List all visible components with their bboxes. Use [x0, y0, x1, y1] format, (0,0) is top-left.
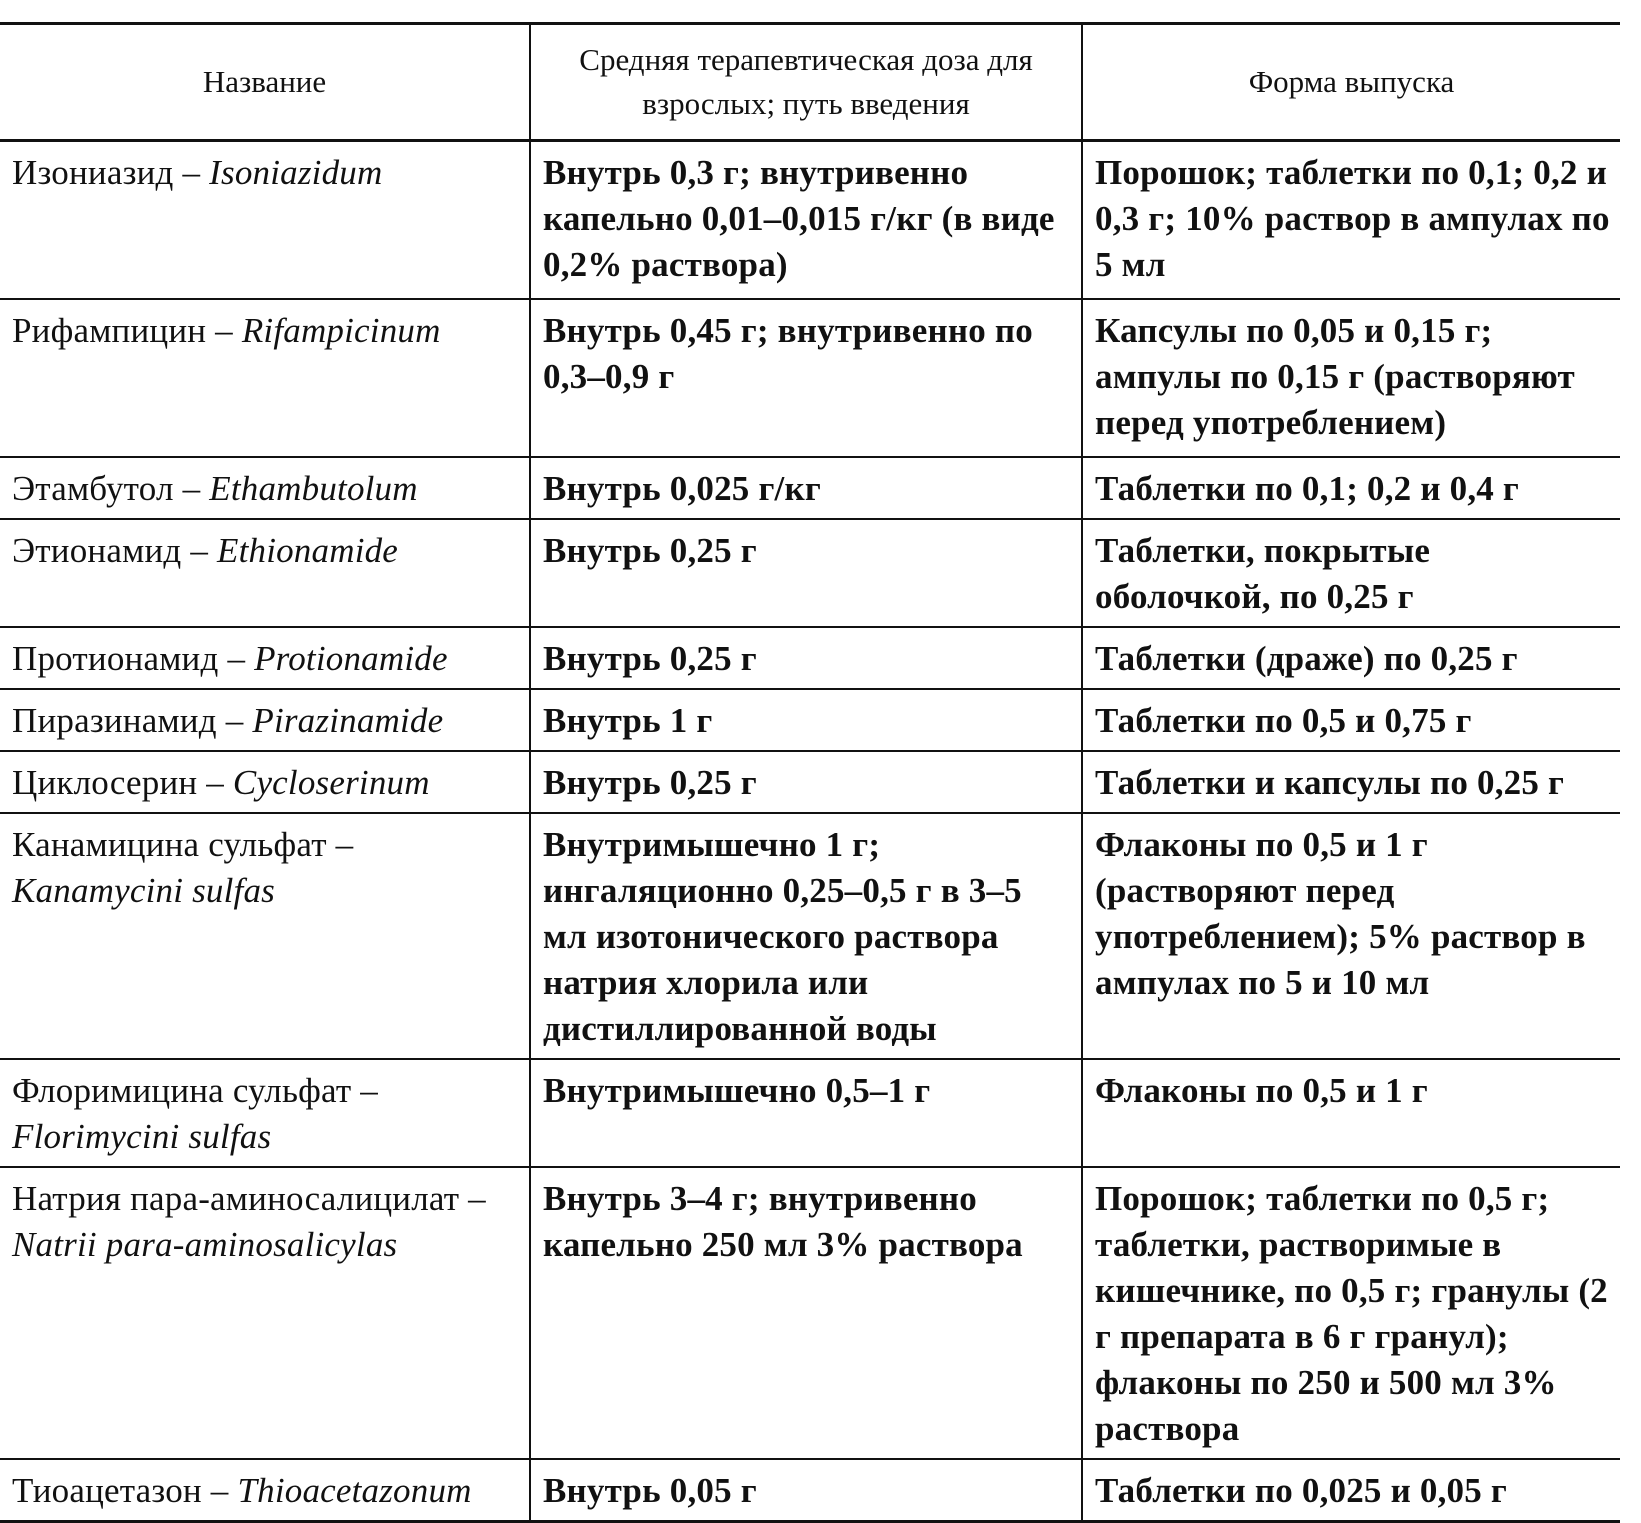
drug-name-latin: Protionamide — [254, 639, 448, 678]
drug-name-ru: Тиоацетазон – — [12, 1471, 238, 1510]
drug-name-cell — [0, 299, 530, 457]
drug-name-latin: Ethambutolum — [209, 469, 418, 508]
drug-table-container — [0, 22, 1620, 1523]
drug-name-ru: Канамицина сульфат – — [12, 825, 354, 864]
dose-cell: Внутримышечно 0,5–1 г — [530, 1059, 1082, 1167]
drug-name-cell — [0, 1059, 530, 1167]
table-row — [0, 457, 1620, 519]
form-cell: Таблетки по 0,025 и 0,05 г — [1082, 1459, 1620, 1522]
drug-name-ru: Этионамид – — [12, 531, 217, 570]
table-header-row — [0, 24, 1620, 141]
drug-name-latin: Isoniazidum — [209, 153, 383, 192]
header-form: Форма выпуска — [1082, 24, 1620, 141]
drug-table — [0, 22, 1620, 1523]
drug-name-latin: Cycloserinum — [232, 763, 430, 802]
table-row — [0, 627, 1620, 689]
drug-name-cell — [0, 141, 530, 300]
dose-cell: Внутрь 0,45 г; внутривенно по 0,3–0,9 г — [530, 299, 1082, 457]
drug-name-cell — [0, 689, 530, 751]
drug-name-latin: Ethionamide — [216, 531, 399, 570]
drug-name-cell — [0, 627, 530, 689]
drug-name-ru: Этамбутол – — [12, 469, 210, 508]
dose-cell: Внутрь 0,05 г — [530, 1459, 1082, 1522]
drug-name-cell — [0, 751, 530, 813]
dose-cell: Внутрь 1 г — [530, 689, 1082, 751]
dose-cell: Внутрь 0,25 г — [530, 751, 1082, 813]
drug-name-latin: Kanamycini sulfas — [12, 871, 275, 910]
table-row — [0, 813, 1620, 1059]
form-cell: Капсулы по 0,05 и 0,15 г; ампулы по 0,15 г (растворяют перед употреблением) — [1082, 299, 1620, 457]
drug-name-cell — [0, 1459, 530, 1522]
table-row — [0, 299, 1620, 457]
drug-name-ru: Натрия пара-аминосалицилат – — [12, 1179, 486, 1218]
dose-cell: Внутрь 0,025 г/кг — [530, 457, 1082, 519]
drug-name-ru: Циклосерин – — [12, 763, 233, 802]
drug-name-ru: Пиразинамид – — [12, 701, 253, 740]
drug-name-latin: Thioacetazonum — [237, 1471, 472, 1510]
form-cell: Таблетки, покрытые оболочкой, по 0,25 г — [1082, 519, 1620, 627]
dose-cell: Внутрь 0,3 г; внутривенно капельно 0,01–0,015 г/кг (в виде 0,2% раствора) — [530, 141, 1082, 300]
drug-name-ru: Протионамид – — [12, 639, 255, 678]
dose-cell: Внутримышечно 1 г; ингаляционно 0,25–0,5 г в 3–5 мл изотонического раствора натрия хлорила или дистиллированной воды — [530, 813, 1082, 1059]
drug-name-ru: Рифампицин – — [12, 311, 242, 350]
table-row — [0, 751, 1620, 813]
form-cell: Таблетки по 0,1; 0,2 и 0,4 г — [1082, 457, 1620, 519]
drug-name-ru: Изониазид – — [12, 153, 210, 192]
drug-name-latin: Pirazinamide — [252, 701, 444, 740]
table-row — [0, 141, 1620, 300]
form-cell: Порошок; таблетки по 0,1; 0,2 и 0,3 г; 10% раствор в ампулах по 5 мл — [1082, 141, 1620, 300]
drug-name-cell — [0, 1167, 530, 1459]
table-row — [0, 1167, 1620, 1459]
form-cell: Флаконы по 0,5 и 1 г (растворяют перед употреблением); 5% раствор в ампулах по 5 и 10 мл — [1082, 813, 1620, 1059]
header-dose: Средняя терапевтическая доза для взрослых; путь введения — [530, 24, 1082, 141]
dose-cell: Внутрь 3–4 г; внутривенно капельно 250 мл 3% раствора — [530, 1167, 1082, 1459]
table-row — [0, 1059, 1620, 1167]
form-cell: Порошок; таблетки по 0,5 г; таблетки, растворимые в кишечнике, по 0,5 г; гранулы (2 г препарата в 6 г гранул); флаконы по 250 и 500 мл 3% раствора — [1082, 1167, 1620, 1459]
drug-name-ru: Флоримицина сульфат – — [12, 1071, 378, 1110]
table-row — [0, 519, 1620, 627]
dose-cell: Внутрь 0,25 г — [530, 519, 1082, 627]
form-cell: Таблетки по 0,5 и 0,75 г — [1082, 689, 1620, 751]
drug-name-cell — [0, 457, 530, 519]
form-cell: Таблетки (драже) по 0,25 г — [1082, 627, 1620, 689]
table-row — [0, 689, 1620, 751]
drug-name-cell — [0, 519, 530, 627]
drug-name-latin: Rifampicinum — [241, 311, 441, 350]
dose-cell: Внутрь 0,25 г — [530, 627, 1082, 689]
header-name: Название — [0, 24, 530, 141]
drug-name-cell — [0, 813, 530, 1059]
drug-name-latin: Florimycini sulfas — [12, 1117, 272, 1156]
form-cell: Флаконы по 0,5 и 1 г — [1082, 1059, 1620, 1167]
table-row — [0, 1459, 1620, 1522]
form-cell: Таблетки и капсулы по 0,25 г — [1082, 751, 1620, 813]
drug-name-latin: Natrii para-aminosalicylas — [12, 1225, 398, 1264]
